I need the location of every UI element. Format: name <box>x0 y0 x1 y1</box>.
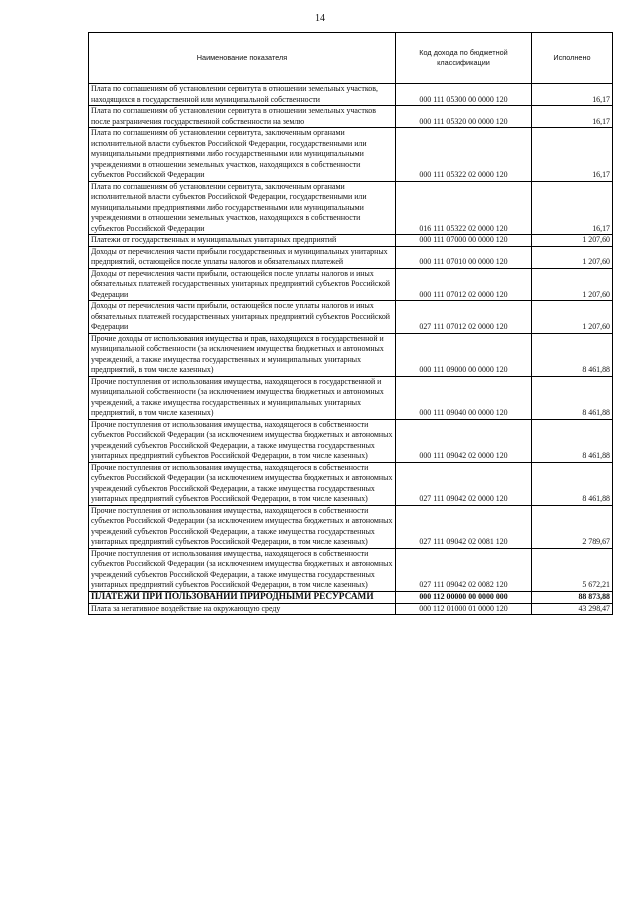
row-code: 000 111 07010 00 0000 120 <box>396 246 532 268</box>
row-value: 16,17 <box>532 181 613 235</box>
row-name: Прочие поступления от использования имущества, находящегося в государственной и муниципальной собственности (за исключением имущества бюджетных и автономных учреждений, а также имущества государственных и муниципальных унитарных предприятий, в том числе казенных) <box>89 376 396 419</box>
table-row <box>89 548 613 591</box>
row-code: 016 111 05322 02 0000 120 <box>396 181 532 235</box>
table-row <box>89 268 613 301</box>
table-row <box>89 246 613 268</box>
row-name: ПЛАТЕЖИ ПРИ ПОЛЬЗОВАНИИ ПРИРОДНЫМИ РЕСУРСАМИ <box>89 591 396 603</box>
row-value: 8 461,88 <box>532 462 613 505</box>
row-value: 16,17 <box>532 84 613 106</box>
table-row <box>89 128 613 182</box>
table-row <box>89 84 613 106</box>
row-value: 1 207,60 <box>532 235 613 247</box>
row-name: Доходы от перечисления части прибыли, остающейся после уплаты налогов и иных обязательных платежей государственных унитарных предприятий субъектов Российской Федерации <box>89 301 396 334</box>
row-code: 000 111 09040 00 0000 120 <box>396 376 532 419</box>
row-code: 027 111 09042 02 0082 120 <box>396 548 532 591</box>
table-row <box>89 181 613 235</box>
row-code: 000 111 07000 00 0000 120 <box>396 235 532 247</box>
row-value: 16,17 <box>532 128 613 182</box>
row-code: 000 111 07012 02 0000 120 <box>396 268 532 301</box>
row-name: Платежи от государственных и муниципальных унитарных предприятий <box>89 235 396 247</box>
row-name: Плата за негативное воздействие на окружающую среду <box>89 603 396 615</box>
row-value: 8 461,88 <box>532 419 613 462</box>
row-code: 000 112 01000 01 0000 120 <box>396 603 532 615</box>
row-name: Прочие поступления от использования имущества, находящегося в собственности субъектов Российской Федерации (за исключением имущества бюджетных и автономных учреждений субъектов Российской Федерации, а также имущества государственных унитарных предприятий субъектов Российской Федерации, в том числе казенных) <box>89 548 396 591</box>
row-code: 000 112 00000 00 0000 000 <box>396 591 532 603</box>
row-name: Прочие поступления от использования имущества, находящегося в собственности субъектов Российской Федерации (за исключением имущества бюджетных и автономных учреждений субъектов Российской Федерации, а также имущества государственных унитарных предприятий субъектов Российской Федерации, в том числе казенных) <box>89 419 396 462</box>
row-value: 16,17 <box>532 106 613 128</box>
row-value: 8 461,88 <box>532 376 613 419</box>
page-number: 14 <box>315 13 325 24</box>
table-header-row <box>89 33 613 84</box>
row-code: 000 111 05322 02 0000 120 <box>396 128 532 182</box>
row-name: Плата по соглашениям об установлении сервитута в отношении земельных участков после разграничения государственной собственности на землю <box>89 106 396 128</box>
row-name: Прочие доходы от использования имущества и прав, находящихся в государственной и муниципальной собственности (за исключением имущества бюджетных и автономных учреждений, а также имущества государственных и муниципальных унитарных предприятий, в том числе казенных) <box>89 333 396 376</box>
row-code: 000 111 09000 00 0000 120 <box>396 333 532 376</box>
row-code: 000 111 09042 02 0000 120 <box>396 419 532 462</box>
table-row <box>89 235 613 247</box>
header-code: Код дохода по бюджетной классификации <box>396 33 532 84</box>
row-name: Плата по соглашениям об установлении сервитута, заключенным органами исполнительной власти субъектов Российской Федерации, государственными или муниципальными предприятиями либо государственными или муниципальными учреждениями в отношении земельных участков, находящихся в собственности субъектов Российской Федерации <box>89 181 396 235</box>
header-executed: Исполнено <box>532 33 613 84</box>
table-row <box>89 106 613 128</box>
row-name: Доходы от перечисления части прибыли государственных и муниципальных унитарных предприятий, остающейся после уплаты налогов и обязательных платежей <box>89 246 396 268</box>
header-name: Наименование показателя <box>89 33 396 84</box>
row-value: 88 873,88 <box>532 591 613 603</box>
row-name: Прочие поступления от использования имущества, находящегося в собственности субъектов Российской Федерации (за исключением имущества бюджетных и автономных учреждений субъектов Российской Федерации, а также имущества государственных унитарных предприятий субъектов Российской Федерации, в том числе казенных) <box>89 462 396 505</box>
row-name: Плата по соглашениям об установлении сервитута, заключенным органами исполнительной власти субъектов Российской Федерации, государственными или муниципальными предприятиями либо государственными или муниципальными учреждениями в отношении земельных участков, находящихся в собственности субъектов Российской Федерации <box>89 128 396 182</box>
table-row-section <box>89 591 613 603</box>
row-code: 027 111 07012 02 0000 120 <box>396 301 532 334</box>
table-row <box>89 301 613 334</box>
row-value: 2 789,67 <box>532 505 613 548</box>
row-name: Прочие поступления от использования имущества, находящегося в собственности субъектов Российской Федерации (за исключением имущества бюджетных и автономных учреждений субъектов Российской Федерации, а также имущества государственных унитарных предприятий субъектов Российской Федерации, в том числе казенных) <box>89 505 396 548</box>
row-code: 027 111 09042 02 0081 120 <box>396 505 532 548</box>
table-row <box>89 462 613 505</box>
row-name: Плата по соглашениям об установлении сервитута в отношении земельных участков, находящихся в государственной или муниципальной собственности <box>89 84 396 106</box>
revenue-table <box>88 32 613 615</box>
row-value: 5 672,21 <box>532 548 613 591</box>
table-row <box>89 419 613 462</box>
table-row <box>89 376 613 419</box>
table-row <box>89 505 613 548</box>
row-value: 1 207,60 <box>532 301 613 334</box>
row-value: 1 207,60 <box>532 268 613 301</box>
row-value: 1 207,60 <box>532 246 613 268</box>
row-value: 43 298,47 <box>532 603 613 615</box>
row-code: 000 111 05300 00 0000 120 <box>396 84 532 106</box>
table-row <box>89 333 613 376</box>
row-code: 000 111 05320 00 0000 120 <box>396 106 532 128</box>
row-name: Доходы от перечисления части прибыли, остающейся после уплаты налогов и иных обязательных платежей государственных унитарных предприятий субъектов Российской Федерации <box>89 268 396 301</box>
row-code: 027 111 09042 02 0000 120 <box>396 462 532 505</box>
table-row <box>89 603 613 615</box>
row-value: 8 461,88 <box>532 333 613 376</box>
